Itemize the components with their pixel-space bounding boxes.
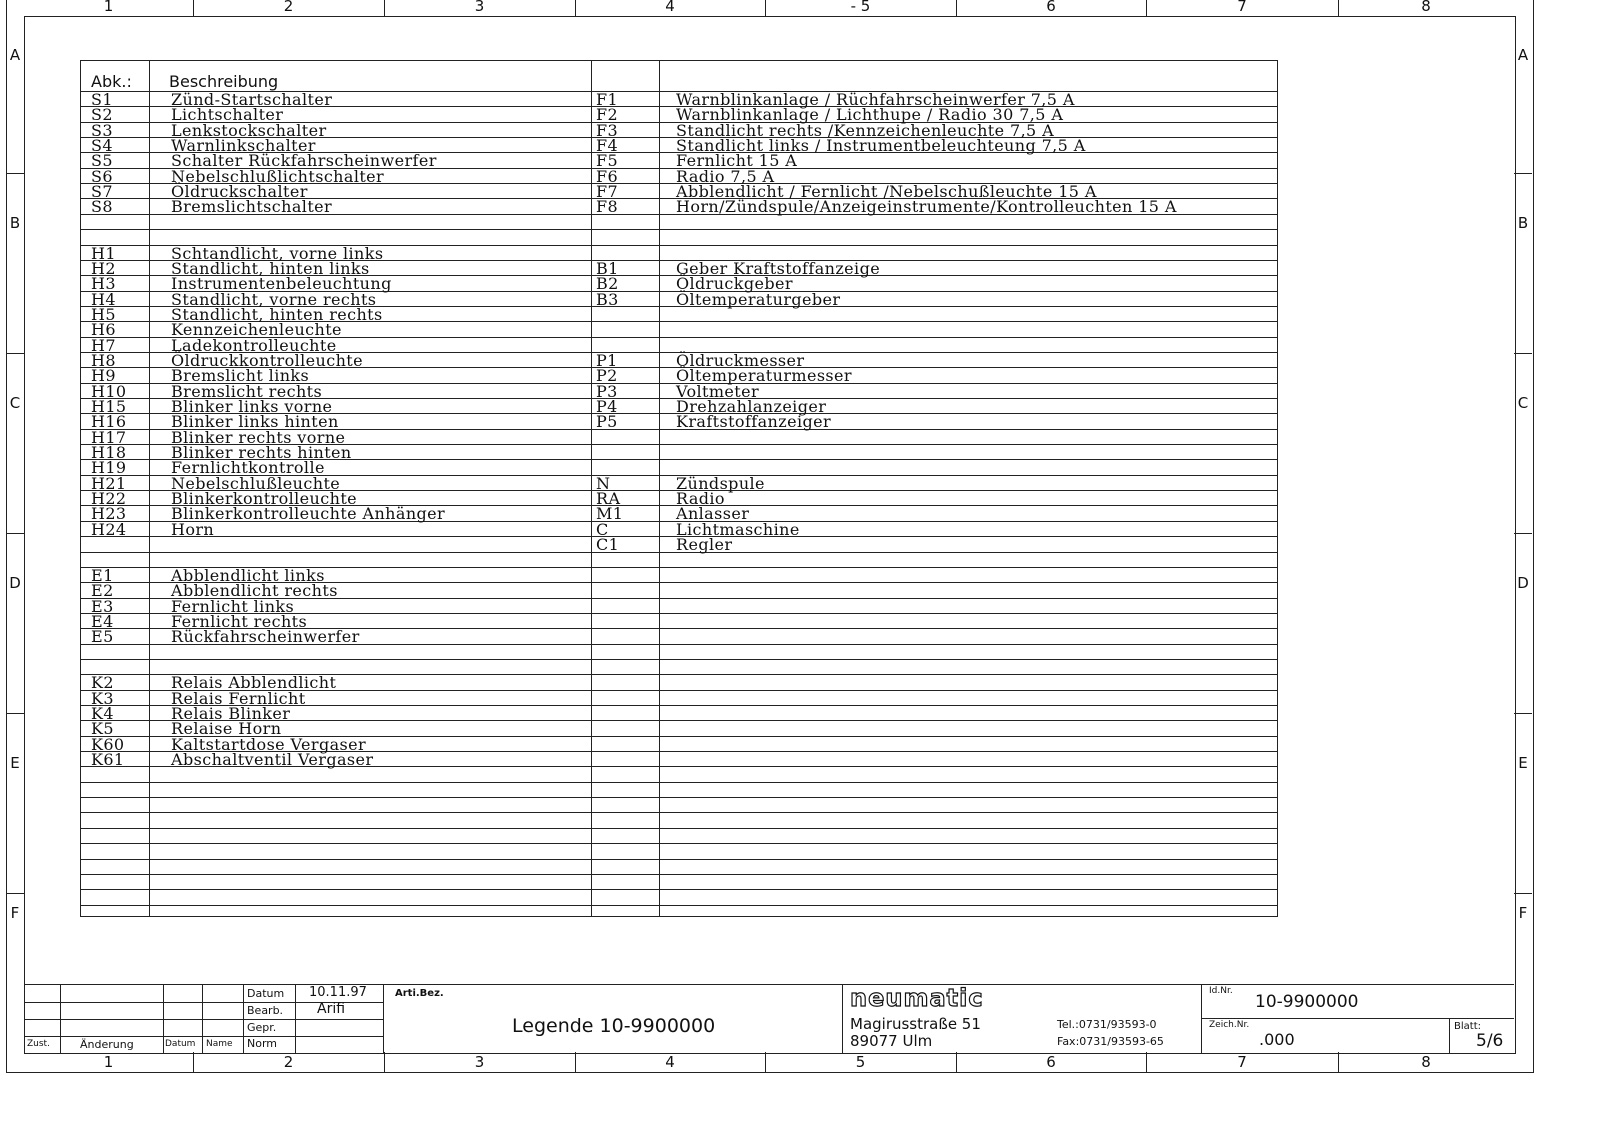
- zone-column-top: 8: [1421, 0, 1431, 15]
- zone-tick: [384, 0, 385, 16]
- zone-tick: [765, 1052, 766, 1072]
- row-abbreviation: E1: [91, 565, 114, 585]
- row-line: [81, 889, 1277, 890]
- zone-row-left: D: [9, 574, 21, 592]
- zone-tick: [1146, 0, 1147, 16]
- zone-tick: [1514, 173, 1532, 174]
- row-line: [81, 782, 1277, 783]
- row-description: Abblendlicht rechts: [171, 581, 338, 601]
- row-abbreviation: H7: [91, 335, 116, 355]
- row-description: Lichtschalter: [171, 105, 284, 125]
- row-abbreviation: H17: [91, 427, 127, 447]
- row-abbreviation: H22: [91, 489, 127, 509]
- row-line: [81, 859, 1277, 860]
- row-abbreviation: E4: [91, 611, 114, 631]
- row-abbreviation: H8: [91, 350, 116, 370]
- row-abbreviation: K3: [91, 688, 114, 708]
- row-description: Öldruckmesser: [676, 350, 805, 370]
- zone-row-right: A: [1517, 45, 1529, 64]
- row-description: Relais Blinker: [171, 704, 291, 723]
- zone-row-left: B: [9, 214, 21, 232]
- row-abbreviation: H6: [91, 320, 116, 340]
- zone-column-bottom: 7: [1237, 1053, 1247, 1071]
- tb-row: [1201, 1018, 1514, 1019]
- zone-tick: [1514, 893, 1532, 894]
- legend-table: [80, 60, 1278, 917]
- row-abbreviation: B3: [596, 289, 619, 309]
- row-abbreviation: K61: [91, 750, 125, 769]
- row-description: Blinker links hinten: [171, 412, 339, 432]
- name-label: Name: [206, 1039, 233, 1049]
- zone-column-bottom: 6: [1046, 1053, 1056, 1071]
- row-abbreviation: H2: [91, 258, 116, 278]
- row-abbreviation: H9: [91, 366, 116, 386]
- row-description: Bremslichtschalter: [171, 197, 333, 217]
- tb-divider: [1201, 985, 1202, 1053]
- row-abbreviation: H23: [91, 504, 127, 524]
- row-abbreviation: P3: [596, 381, 618, 401]
- zone-tick: [193, 0, 194, 16]
- zone-column-bottom: 3: [474, 1053, 485, 1071]
- drawing-title: Legende 10-9900000: [512, 1015, 716, 1037]
- zone-row-left: E: [10, 754, 20, 772]
- row-description: Zündspule: [676, 473, 765, 493]
- row-description: Drehzahlanzeiger: [676, 397, 827, 416]
- zone-column-top: 3: [474, 0, 485, 15]
- zone-tick: [193, 1052, 194, 1072]
- zone-tick: [6, 353, 24, 354]
- zone-column-bottom: 1: [103, 1053, 114, 1071]
- row-abbreviation: K2: [91, 673, 114, 693]
- bearb-label: Bearb.: [247, 1004, 284, 1017]
- row-abbreviation: P4: [596, 397, 618, 416]
- row-abbreviation: K4: [91, 704, 114, 723]
- row-description: Rückfahrscheinwerfer: [171, 627, 360, 647]
- zust-label: Zust.: [27, 1039, 50, 1049]
- norm-label: Norm: [247, 1037, 278, 1050]
- zone-tick: [1338, 1052, 1339, 1072]
- row-abbreviation: H15: [91, 397, 127, 416]
- datum-value: 10.11.97: [309, 985, 367, 1000]
- row-description: Standlicht rechts /Kennzeichenleuchte 7,5 A: [676, 120, 1055, 140]
- datum-label: Datum: [247, 987, 285, 1000]
- zone-tick: [6, 533, 24, 534]
- row-abbreviation: F3: [596, 120, 619, 140]
- row-abbreviation: S7: [91, 182, 113, 202]
- row-abbreviation: S1: [91, 90, 113, 109]
- row-abbreviation: P2: [596, 366, 618, 386]
- table-divider: [149, 61, 150, 916]
- row-abbreviation: S4: [91, 136, 113, 155]
- zone-column-top: 7: [1237, 0, 1247, 15]
- row-description: Blinkerkontrolleuchte Anhänger: [171, 504, 446, 524]
- row-description: Nebelschlußlichtschalter: [171, 166, 385, 186]
- zone-row-right: C: [1517, 394, 1529, 412]
- row-abbreviation: K60: [91, 734, 125, 754]
- row-abbreviation: B1: [596, 258, 619, 278]
- row-description: Standlicht, vorne rechts: [171, 289, 377, 309]
- row-abbreviation: E5: [91, 627, 114, 647]
- row-abbreviation: K5: [91, 719, 114, 739]
- row-description: Fernlichtkontrolle: [171, 458, 325, 478]
- zone-column-top: - 5: [850, 0, 871, 15]
- zone-column-bottom: 2: [283, 1053, 294, 1071]
- zone-row-right: B: [1517, 214, 1529, 232]
- row-abbreviation: F5: [596, 151, 619, 171]
- zone-tick: [6, 713, 24, 714]
- row-description: Blinkerkontrolleuchte: [171, 489, 358, 509]
- zone-column-top: 6: [1046, 0, 1056, 15]
- row-abbreviation: F4: [596, 136, 619, 155]
- row-abbreviation: H18: [91, 443, 127, 463]
- row-description: Öldruckkontrolleuchte: [171, 350, 364, 370]
- row-description: Abblendlicht links: [171, 565, 325, 585]
- zone-row-left: A: [9, 45, 21, 64]
- row-description: Schalter Rückfahrscheinwerfer: [171, 151, 437, 171]
- zone-tick: [956, 0, 957, 16]
- row-line: [81, 874, 1277, 875]
- row-abbreviation: H1: [91, 243, 116, 263]
- row-description: Öldruckschalter: [171, 182, 308, 202]
- row-line: [81, 659, 1277, 660]
- zone-tick: [1514, 353, 1532, 354]
- tb-row: [24, 1019, 383, 1020]
- id-label: Id.Nr.: [1209, 986, 1233, 996]
- tb-row: [24, 1036, 383, 1037]
- zone-column-bottom: 5: [855, 1053, 866, 1071]
- zone-tick: [6, 893, 24, 894]
- row-description: Zünd-Startschalter: [171, 90, 333, 109]
- row-description: Warnblinkanlage / Lichthupe / Radio 30 7,5 A: [676, 105, 1064, 125]
- company-tel: Tel.:0731/93593-0: [1057, 1018, 1157, 1031]
- row-abbreviation: F7: [596, 182, 619, 202]
- row-description: Standlicht links / Instrumentbeleuchteung 7,5 A: [676, 136, 1086, 155]
- row-description: Öltemperaturgeber: [676, 289, 841, 309]
- row-description: Anlasser: [676, 504, 750, 524]
- row-line: [81, 229, 1277, 230]
- title-block: [24, 984, 1514, 1053]
- row-description: Relais Abblendlicht: [171, 673, 337, 693]
- row-abbreviation: C1: [596, 535, 620, 555]
- row-description: Blinker rechts hinten: [171, 443, 352, 463]
- row-description: Ladekontrolleuchte: [171, 335, 337, 355]
- tb-divider: [383, 985, 384, 1053]
- tb-divider: [842, 985, 843, 1053]
- row-description: Relaise Horn: [171, 719, 282, 739]
- zone-row-left: F: [10, 903, 20, 922]
- zone-tick: [765, 0, 766, 16]
- header-abk: Abk.:: [91, 72, 132, 91]
- row-description: Abblendlicht / Fernlicht /Nebelschußleuchte 15 A: [676, 182, 1097, 202]
- zone-tick: [6, 173, 24, 174]
- bearb-value: Arifi: [317, 1001, 346, 1017]
- zone-tick: [1514, 713, 1532, 714]
- row-line: [81, 843, 1277, 844]
- row-description: Öltemperaturmesser: [676, 366, 852, 386]
- header-description: Beschreibung: [169, 72, 279, 91]
- row-description: Voltmeter: [676, 381, 760, 401]
- row-line: [81, 797, 1277, 798]
- zone-tick: [1146, 1052, 1147, 1072]
- row-description: Warnblinkanlage / Rüchfahrscheinwerfer 7,5 A: [676, 90, 1075, 109]
- row-abbreviation: S5: [91, 151, 113, 171]
- row-abbreviation: H5: [91, 304, 116, 324]
- row-abbreviation: RA: [596, 489, 621, 509]
- row-abbreviation: H3: [91, 274, 116, 294]
- row-abbreviation: S2: [91, 105, 113, 125]
- row-abbreviation: S3: [91, 120, 113, 140]
- row-abbreviation: F8: [596, 197, 619, 217]
- row-description: Nebelschlußleuchte: [171, 473, 341, 493]
- row-description: Blinker rechts vorne: [171, 427, 346, 447]
- blatt-value: 5/6: [1476, 1031, 1504, 1051]
- row-description: Instrumentenbeleuchtung: [171, 274, 392, 294]
- row-line: [81, 812, 1277, 813]
- row-abbreviation: H19: [91, 458, 127, 478]
- row-description: Fernlicht 15 A: [676, 151, 798, 171]
- tb-divider: [1449, 1018, 1450, 1053]
- company-city: 89077 Ulm: [850, 1032, 933, 1050]
- zone-tick: [1514, 533, 1532, 534]
- row-description: Lenkstockschalter: [171, 120, 327, 140]
- row-abbreviation: P5: [596, 412, 618, 432]
- zone-column-top: 1: [103, 0, 114, 15]
- row-description: Lichtmaschine: [676, 519, 800, 539]
- zeich-label: Zeich.Nr.: [1209, 1020, 1250, 1030]
- blatt-label: Blatt:: [1454, 1021, 1481, 1032]
- company-logo: neumatic: [850, 984, 984, 1012]
- zone-column-bottom: 8: [1421, 1053, 1431, 1071]
- row-description: Kaltstartdose Vergaser: [171, 734, 367, 754]
- row-description: Blinker links vorne: [171, 397, 333, 416]
- row-description: Kennzeichenleuchte: [171, 320, 342, 340]
- row-abbreviation: H24: [91, 519, 127, 539]
- zone-row-right: E: [1518, 754, 1528, 772]
- zone-column-bottom: 4: [665, 1053, 675, 1071]
- row-description: Schtandlicht, vorne links: [171, 243, 384, 263]
- row-abbreviation: H4: [91, 289, 116, 309]
- table-divider: [659, 61, 660, 916]
- row-abbreviation: H16: [91, 412, 127, 432]
- zone-tick: [575, 1052, 576, 1072]
- company-street: Magirusstraße 51: [850, 1015, 981, 1033]
- row-abbreviation: H10: [91, 381, 127, 401]
- row-abbreviation: E2: [91, 581, 114, 601]
- row-description: Bremslicht rechts: [171, 381, 323, 401]
- row-line: [81, 828, 1277, 829]
- zeich-value: .000: [1259, 1030, 1295, 1049]
- table-divider: [591, 61, 592, 916]
- row-description: Abschaltventil Vergaser: [171, 750, 374, 769]
- zone-row-right: D: [1517, 574, 1529, 592]
- row-description: Regler: [676, 535, 733, 555]
- id-value: 10-9900000: [1255, 992, 1359, 1012]
- row-description: Horn/Zündspule/Anzeigeinstrumente/Kontrolleuchten 15 A: [676, 197, 1177, 217]
- zone-tick: [575, 0, 576, 16]
- row-description: Relais Fernlicht: [171, 688, 306, 708]
- row-abbreviation: C: [596, 519, 609, 539]
- datum-small-label: Datum: [165, 1039, 196, 1049]
- row-description: Horn: [171, 519, 215, 539]
- row-description: Öldruckgeber: [676, 274, 793, 294]
- row-abbreviation: F1: [596, 90, 619, 109]
- row-abbreviation: P1: [596, 350, 618, 370]
- row-description: Bremslicht links: [171, 366, 310, 386]
- zone-column-top: 2: [283, 0, 294, 15]
- zone-row-right: F: [1518, 903, 1528, 922]
- company-fax: Fax:0731/93593-65: [1057, 1035, 1164, 1048]
- row-line: [81, 905, 1277, 906]
- anderung-label: Änderung: [80, 1038, 134, 1051]
- row-description: Radio 7,5 A: [676, 166, 775, 186]
- zone-tick: [956, 1052, 957, 1072]
- row-description: Geber Kraftstoffanzeige: [676, 258, 881, 278]
- arti-label: Arti.Bez.: [395, 988, 444, 999]
- row-abbreviation: E3: [91, 596, 114, 616]
- row-abbreviation: F2: [596, 105, 619, 125]
- zone-tick: [1338, 0, 1339, 16]
- row-description: Warnlinkschalter: [171, 136, 316, 155]
- row-abbreviation: S6: [91, 166, 113, 186]
- row-description: Standlicht, hinten rechts: [171, 304, 383, 324]
- row-description: Radio: [676, 489, 725, 509]
- row-description: Fernlicht rechts: [171, 611, 308, 631]
- zone-column-top: 4: [665, 0, 675, 15]
- row-abbreviation: F6: [596, 166, 619, 186]
- row-abbreviation: N: [596, 473, 611, 493]
- row-description: Fernlicht links: [171, 596, 295, 616]
- zone-tick: [384, 1052, 385, 1072]
- zone-row-left: C: [9, 394, 21, 412]
- row-description: Standlicht, hinten links: [171, 258, 370, 278]
- row-abbreviation: S8: [91, 197, 113, 217]
- gepr-label: Gepr.: [247, 1021, 277, 1034]
- row-description: Kraftstoffanzeiger: [676, 412, 832, 432]
- row-abbreviation: B2: [596, 274, 619, 294]
- row-abbreviation: H21: [91, 473, 127, 493]
- row-abbreviation: M1: [596, 504, 624, 524]
